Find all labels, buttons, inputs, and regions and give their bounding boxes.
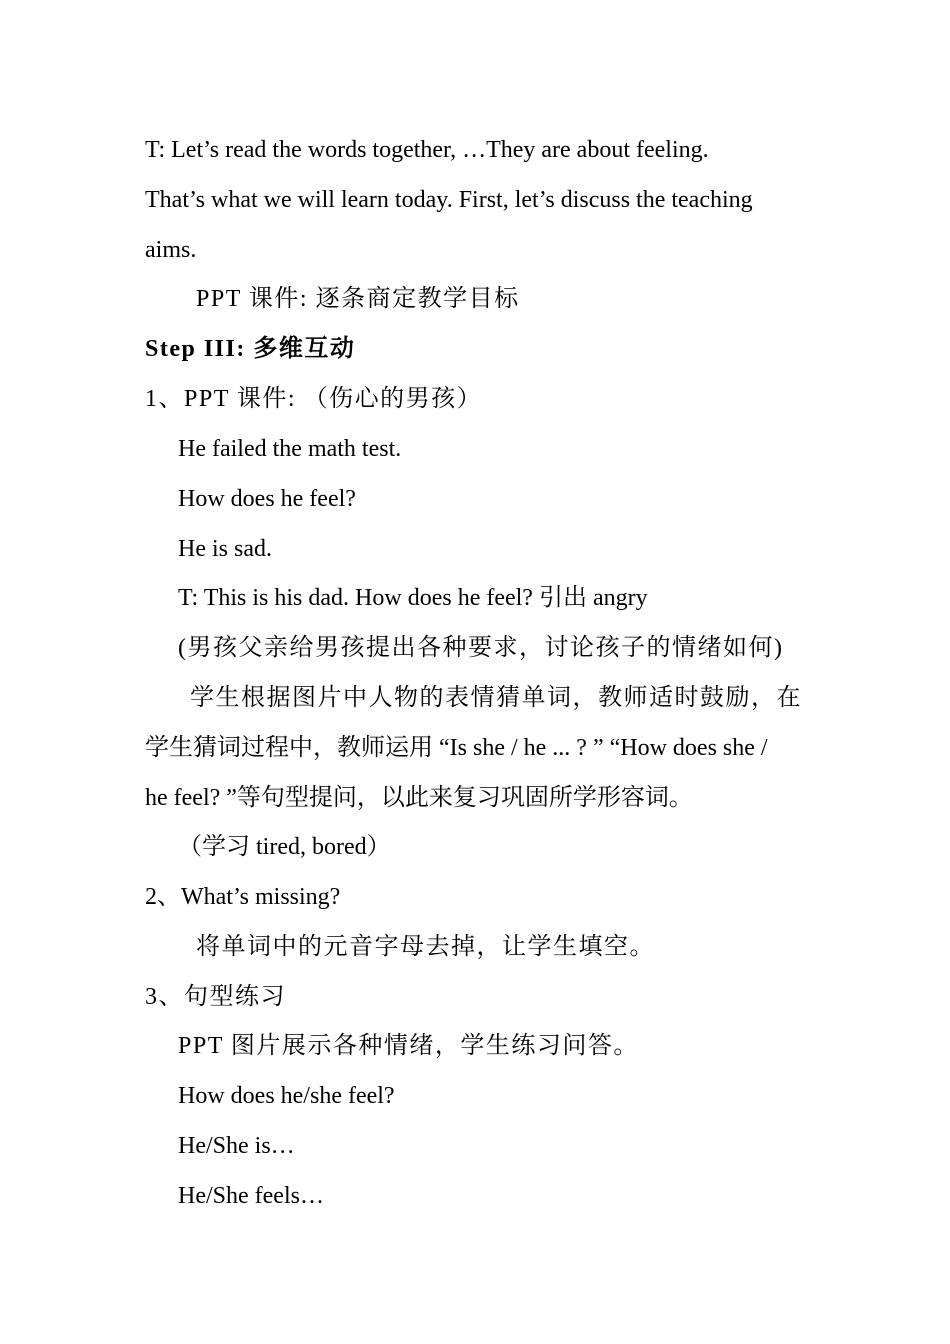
ppt-note-aims: PPT 课件: 逐条商定教学目标: [196, 286, 520, 312]
paragraph-line: 学生猜词过程中，教师运用 “Is she / he ... ? ” “How does she /: [145, 735, 768, 761]
sentence-pattern: How does he/she feel?: [178, 1083, 395, 1109]
sentence-pattern: He/She feels…: [178, 1183, 324, 1209]
example-sentence: He is sad.: [178, 536, 272, 562]
step-heading: Step III: 多维互动: [145, 336, 356, 362]
example-sentence: He failed the math test.: [178, 436, 402, 462]
activity-note: 将单词中的元音字母去掉，让学生填空。: [196, 934, 655, 960]
activity-note: (男孩父亲给男孩提出各种要求，讨论孩子的情绪如何): [178, 635, 784, 661]
sentence-pattern: He/She is…: [178, 1133, 295, 1159]
vocabulary-note: （学习 tired, bored）: [178, 834, 391, 860]
dialogue-line-intro: T: Let’s read the words together, …They are about feeling.: [145, 137, 709, 163]
item-1-heading: 1、PPT 课件: （伤心的男孩）: [145, 386, 483, 412]
teacher-line: T: This is his dad. How does he feel? 引出 angry: [178, 585, 648, 611]
dialogue-line-end: aims.: [145, 237, 197, 263]
item-3-heading: 3、句型练习: [145, 984, 286, 1010]
paragraph-line: 学生根据图片中人物的表情猜单词，教师适时鼓励，在: [190, 685, 802, 711]
paragraph-line: he feel? ”等句型提问，以此来复习巩固所学形容词。: [145, 785, 693, 811]
example-sentence: How does he feel?: [178, 486, 356, 512]
dialogue-line-continued: That’s what we will learn today. First, let’s discuss the teaching: [145, 187, 753, 213]
activity-note: PPT 图片展示各种情绪，学生练习问答。: [178, 1033, 639, 1059]
item-2-heading: 2、What’s missing?: [145, 884, 341, 910]
